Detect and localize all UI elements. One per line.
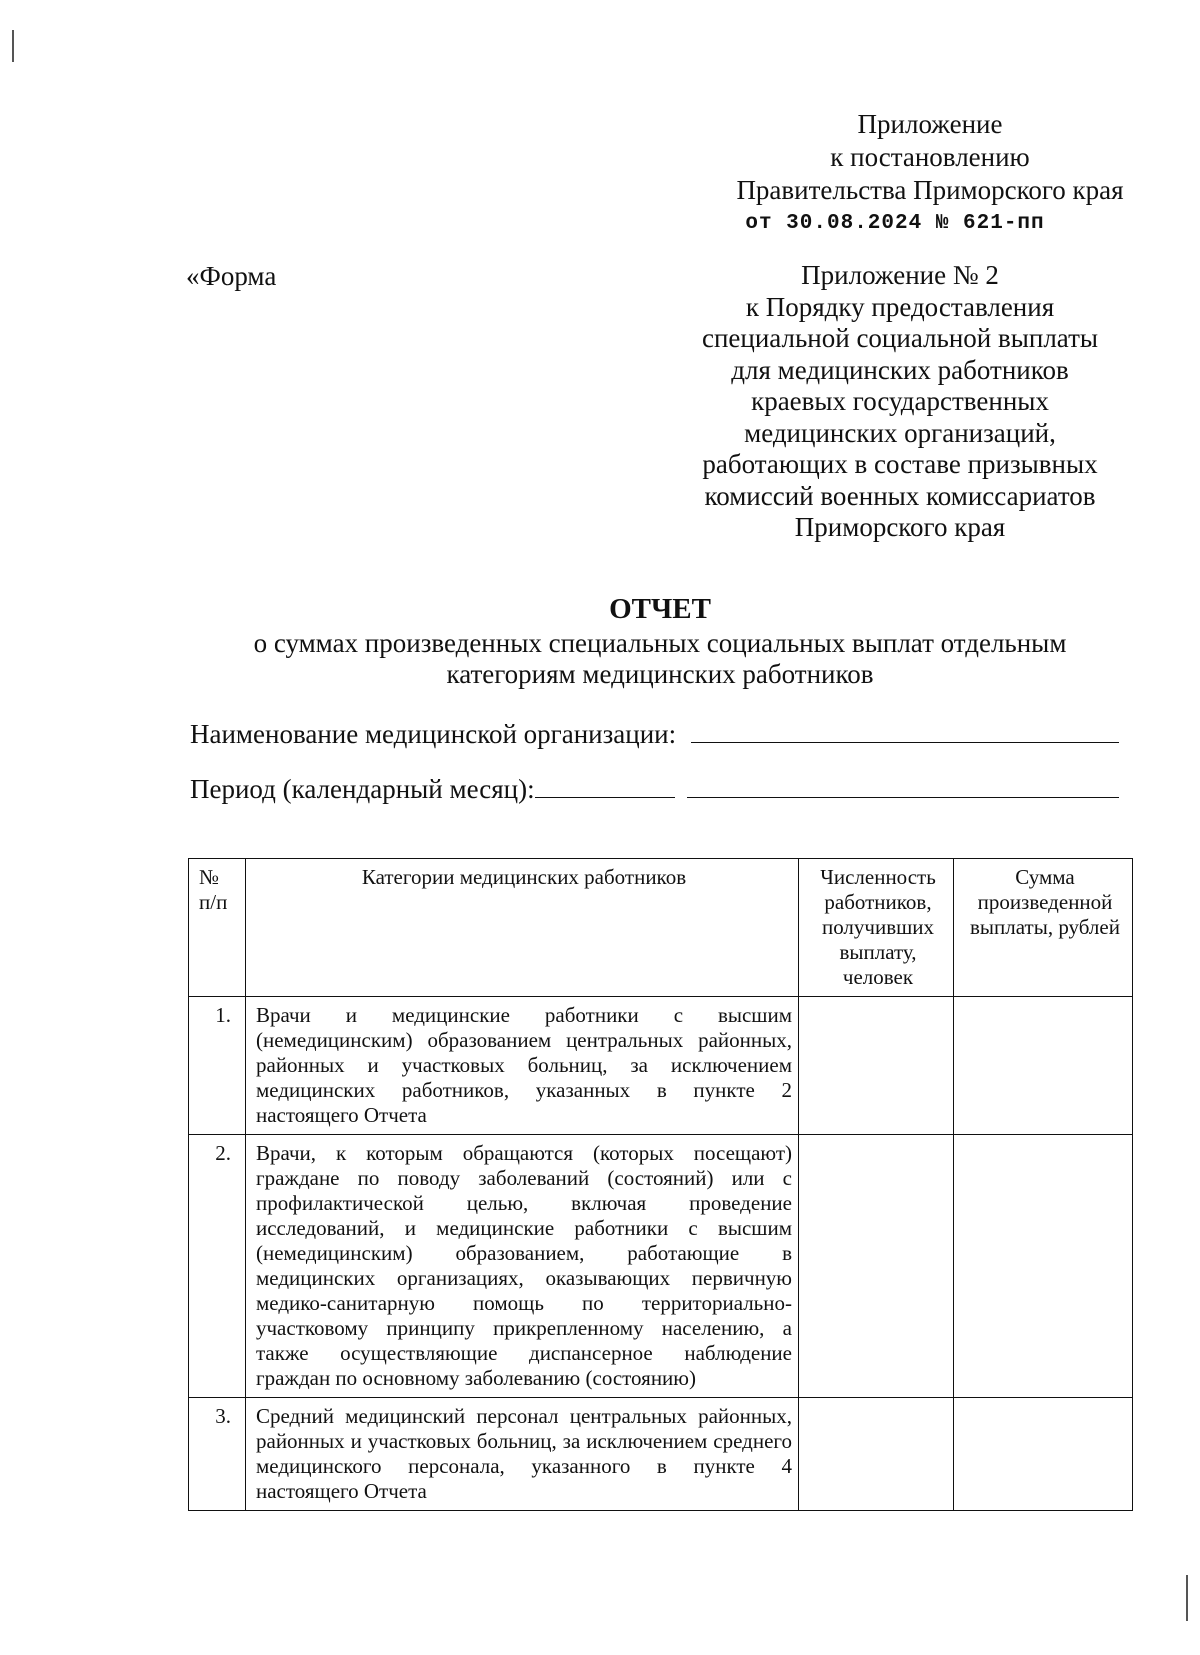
report-title: ОТЧЕТ: [609, 593, 711, 625]
row-sum-cell[interactable]: [954, 1135, 1133, 1398]
row-count-cell[interactable]: [799, 997, 954, 1135]
appendix-header: [700, 108, 1160, 240]
table-row: [189, 1398, 1133, 1511]
appendix-2-line: медицинских организаций,: [744, 417, 1056, 448]
row-category: Врачи и медицинские работники с высшим (немедицинским) образованием центральных районных, районных и участковых больниц, за исключением медицинских работников, указанных в пункте 2 настоящего Отчета: [246, 997, 799, 1135]
appendix-header-line: Правительства Приморского края: [736, 175, 1124, 205]
appendix-2-line: для медицинских работников: [731, 354, 1069, 385]
report-subtitle: о суммах произведенных специальных социальных выплат отдельным категориям медицинских работников: [253, 628, 1067, 689]
period-blank-month[interactable]: [535, 773, 675, 798]
row-sum-cell[interactable]: [954, 997, 1133, 1135]
resolution-number: от 30.08.2024 № 621-пп: [745, 212, 1045, 235]
appendix-2-header: [680, 260, 1120, 544]
period-field: [190, 773, 1119, 805]
organization-name-label: Наименование медицинской организации:: [190, 719, 677, 749]
row-num: 2.: [189, 1135, 246, 1398]
header-num: № п/п: [189, 859, 246, 997]
row-category: Средний медицинский персонал центральных районных, районных и участковых больниц, за исключением среднего медицинского персонала, указанного в пункте 4 настоящего Отчета: [246, 1398, 799, 1511]
appendix-2-line: Приложение № 2: [801, 260, 999, 290]
appendix-header-line: к постановлению: [830, 142, 1030, 172]
row-category: Врачи, к которым обращаются (которых посещают) граждане по поводу заболеваний (состояний) или с профилактической целью, включая проведение исследований, и медицинские работники с высшим (немедицинским) образованием, работающие в медицинских организациях, оказывающих первичную медико-санитарную помощь по территориально-участковому принципу прикрепленному населению, а также осуществляющие диспансерное наблюдение граждан по основному заболеванию (состоянию): [246, 1135, 799, 1398]
table-row: [189, 1135, 1133, 1398]
period-blank-year[interactable]: [687, 773, 1119, 798]
header-count: Численность работников, получивших выплату, человек: [799, 859, 954, 997]
row-num: 1.: [189, 997, 246, 1135]
appendix-2-line: Приморского края: [794, 512, 1006, 542]
organization-name-field: [190, 718, 1119, 750]
header-category: Категории медицинских работников: [246, 859, 799, 997]
row-count-cell[interactable]: [799, 1135, 954, 1398]
appendix-2-line: работающих в составе призывных: [702, 449, 1098, 479]
appendix-2-line: комиссий военных комиссариатов: [704, 480, 1096, 511]
scan-edge-mark-bottom: [1186, 1575, 1188, 1621]
period-label: Период (календарный месяц):: [190, 774, 535, 804]
report-table: [188, 858, 1133, 1511]
row-sum-cell[interactable]: [954, 1398, 1133, 1511]
form-label: «Форма: [186, 261, 277, 291]
appendix-2-line: специальной социальной выплаты: [701, 323, 1099, 353]
table-row: [189, 997, 1133, 1135]
appendix-2-line: краевых государственных: [751, 386, 1049, 416]
appendix-header-line: Приложение: [857, 109, 1003, 139]
organization-name-blank[interactable]: [691, 718, 1119, 743]
table-header-row: [189, 859, 1133, 997]
row-num: 3.: [189, 1398, 246, 1511]
row-count-cell[interactable]: [799, 1398, 954, 1511]
scan-edge-mark-top: [12, 30, 14, 62]
header-sum: Сумма произведенной выплаты, рублей: [954, 859, 1133, 997]
appendix-2-line: к Порядку предоставления: [745, 291, 1055, 322]
